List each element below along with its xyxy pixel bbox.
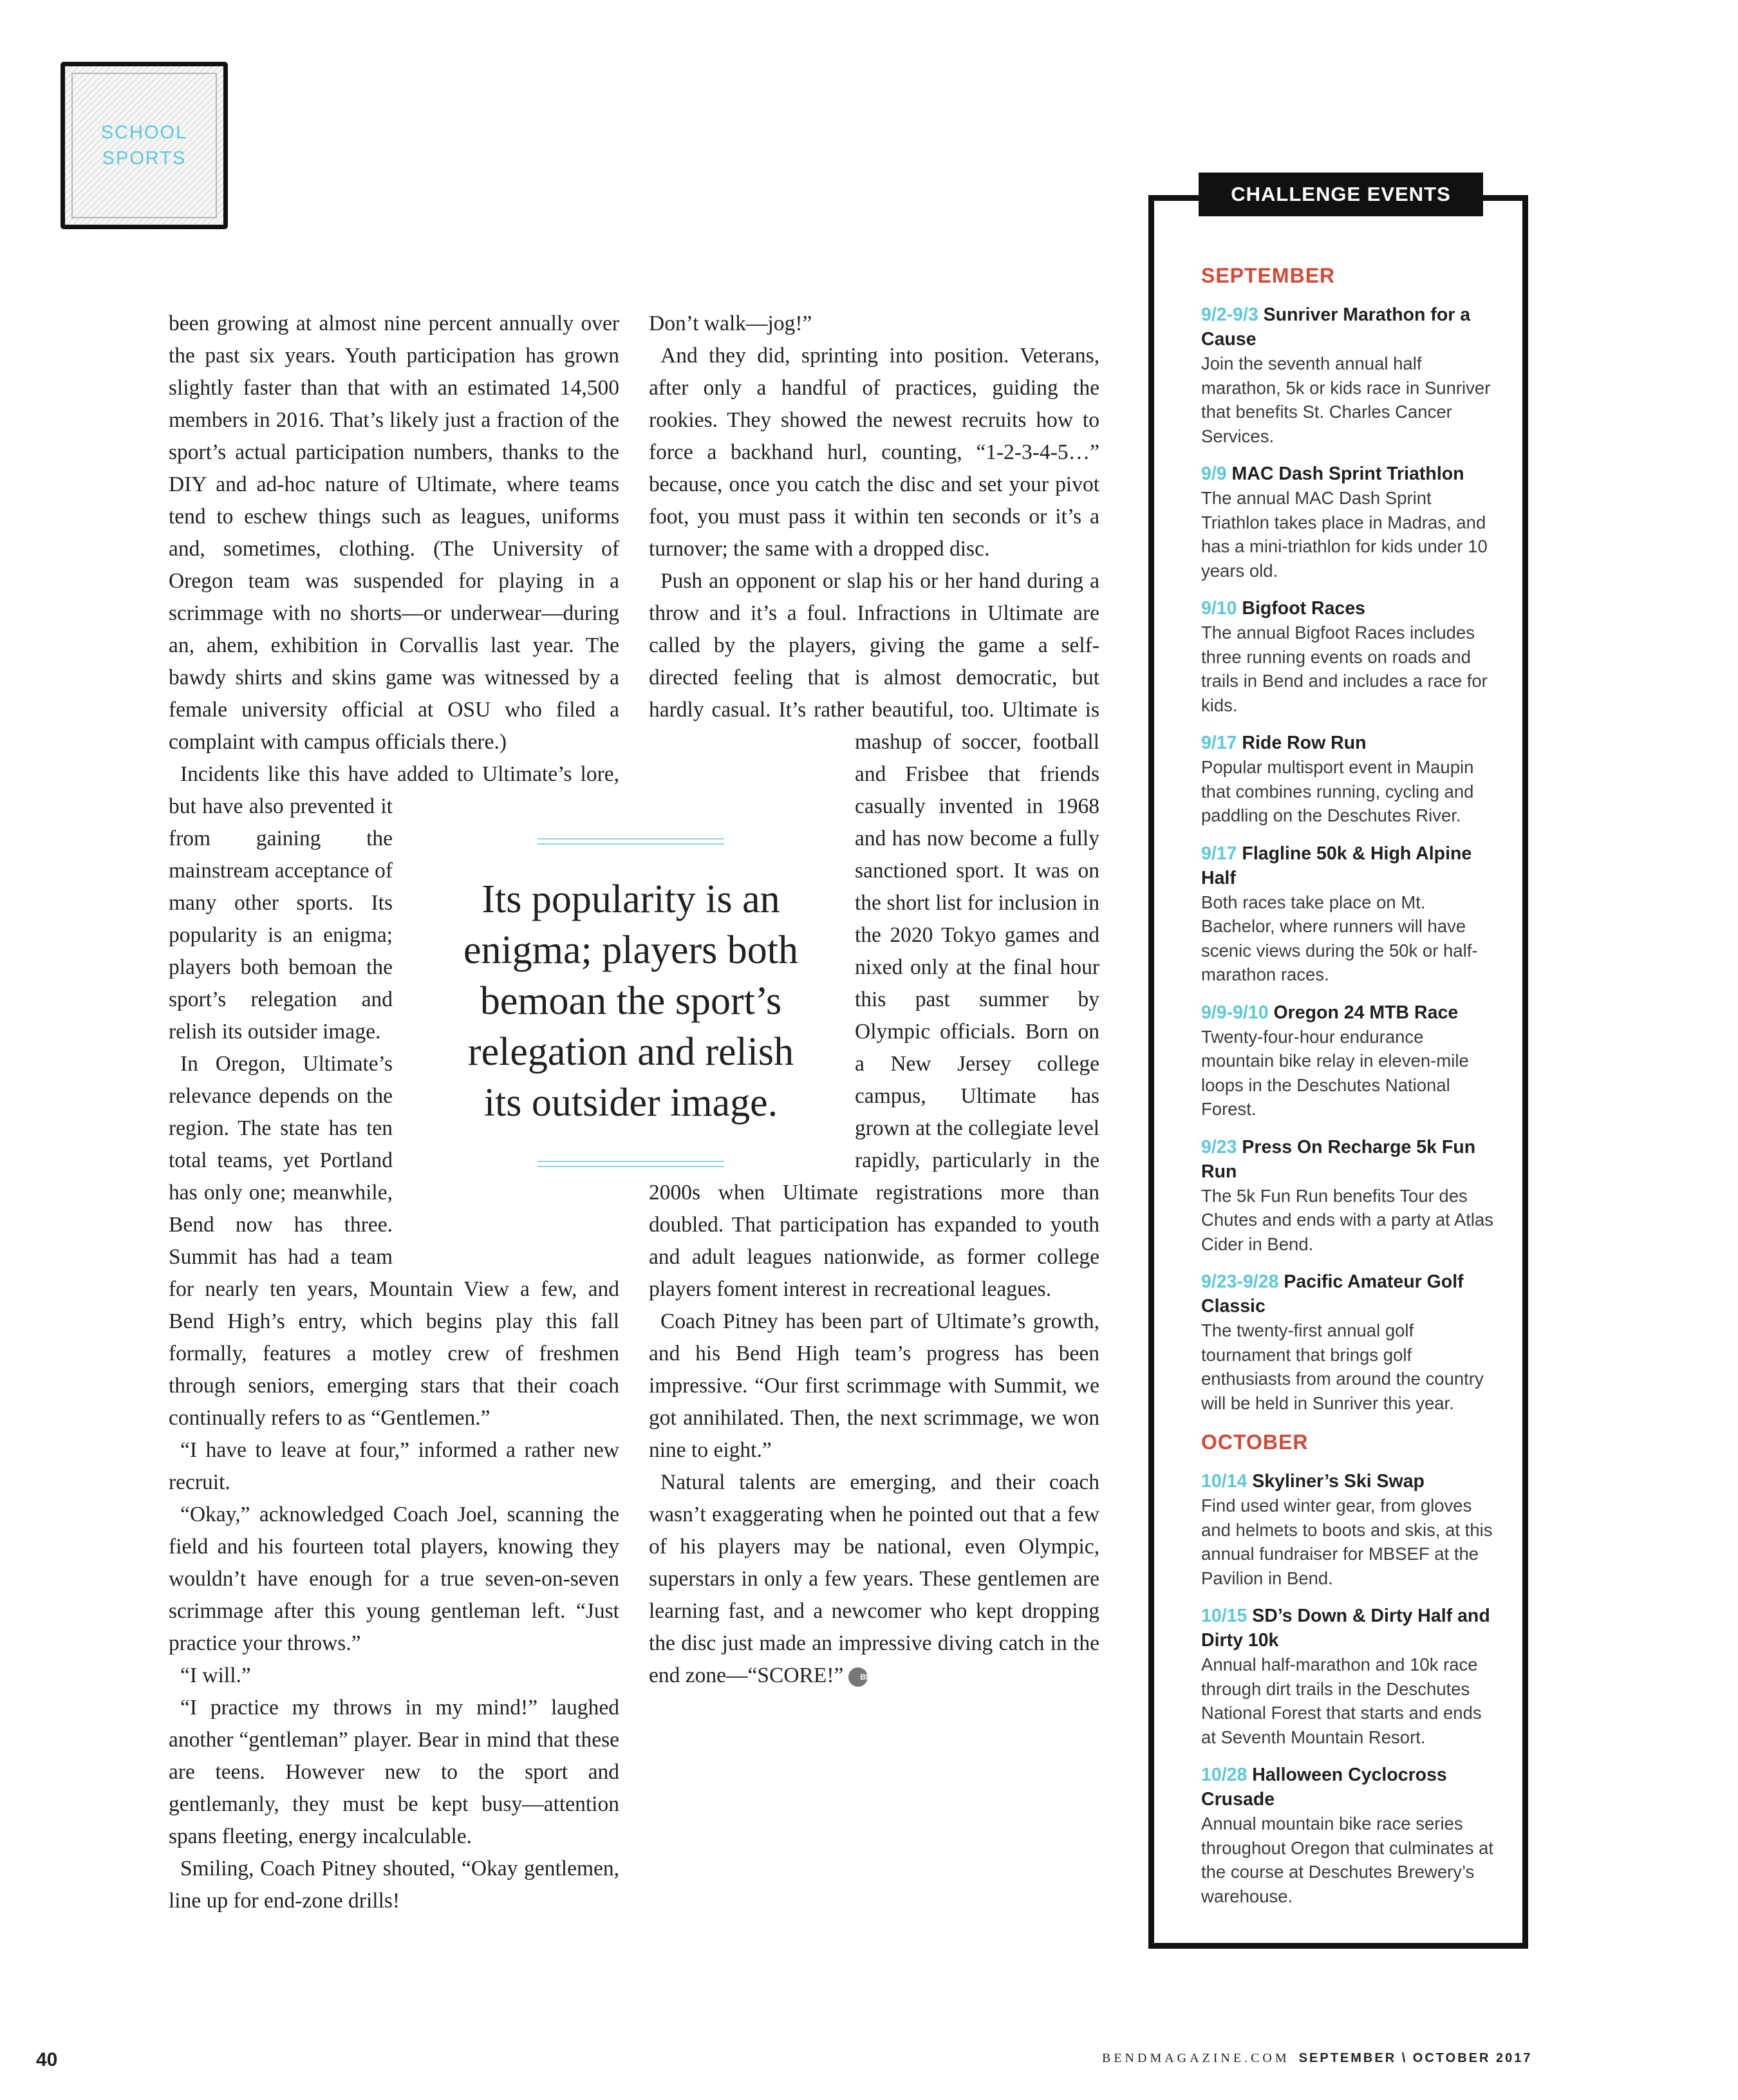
section-badge [61, 62, 228, 229]
article-paragraph: Incidents like this have added to Ultimate’s lore, but have also prevented it from gaining the mainstream acceptance of many other sports. Its popularity is an enigma; players both bemoan the sport’s relegation and relish its outsider image. [169, 762, 619, 1044]
event-title: Bigfoot Races [1242, 598, 1366, 619]
event-item [1201, 1000, 1497, 1121]
article-paragraph: Don’t walk—jog!” [649, 312, 812, 335]
pull-quote [444, 838, 818, 1186]
event-description: The annual Bigfoot Races includes three running events on roads and trails in Bend and includes a race for kids. [1201, 623, 1488, 715]
event-date: 10/15 [1201, 1606, 1247, 1626]
article-paragraph: “I will.” [180, 1664, 251, 1687]
end-mark-icon: BM [848, 1667, 868, 1687]
month-heading-october: OCTOBER [1201, 1430, 1309, 1454]
event-item [1201, 1270, 1497, 1415]
event-date: 9/10 [1201, 598, 1237, 619]
event-title: SD’s Down & Dirty Half and Dirty 10k [1201, 1606, 1490, 1651]
event-title: Press On Recharge 5k Fun Run [1201, 1136, 1476, 1182]
event-description: The annual MAC Dash Sprint Triathlon takes place in Madras, and has a mini-triathlon for kids under 10 years old. [1201, 488, 1488, 581]
event-date: 10/14 [1201, 1471, 1247, 1492]
article-paragraph: And they did, sprinting into position. Veterans, after only a handful of practices, guiding the rookies. They showed the newest recruits how to force a backhand hurl, counting, “1-2-3-4-5…” because, once you catch the disc and set your pivot foot, you must pass it within ten seconds or it’s a turnover; the same with a dropped disc. [649, 344, 1099, 561]
pull-quote-top-rule [537, 838, 724, 845]
event-item [1201, 596, 1497, 717]
event-date: 9/2-9/3 [1201, 305, 1258, 325]
event-description: Annual half-marathon and 10k race through dirt trails in the Deschutes National Forest that starts and ends at Seventh Mountain Resort. [1201, 1655, 1482, 1747]
website-link[interactable]: BENDMAGAZINE.COM [1102, 2051, 1290, 2065]
event-date: 9/23-9/28 [1201, 1271, 1279, 1292]
event-title: Ride Row Run [1242, 733, 1367, 753]
section-badge-frame [71, 73, 217, 218]
article-paragraph: “I practice my throws in my mind!” laughed another “gentleman” player. Bear in mind that these are teens. However new to the sport and gentlemanly, they must be kept busy—attention spans fleeting, energy incalculable. [169, 1696, 619, 1848]
article-paragraph [649, 1467, 1099, 1692]
event-title: MAC Dash Sprint Triathlon [1231, 464, 1464, 484]
folio [1102, 2051, 1533, 2066]
event-title: Skyliner’s Ski Swap [1252, 1471, 1425, 1492]
article-paragraph: been growing at almost nine percent annually over the past six years. Youth participation has grown slightly faster than that with an estimated 14,500 members in 2016. That’s likely just a fraction of the sport’s actual participation numbers, thanks to the DIY and ad-hoc nature of Ultimate, where teams tend to eschew things such as leagues, uniforms and, sometimes, clothing. (The University of Oregon team was suspended for playing in a scrimmage with no shorts—or underwear—during an, ahem, exhibition in Corvallis last year. The bawdy shirts and skins game was witnessed by a female university official at OSU who filed a complaint with campus officials there.) [169, 312, 619, 754]
event-item [1201, 1135, 1497, 1257]
event-description: Both races take place on Mt. Bachelor, where runners will have scenic views during the 50k or half-marathon races. [1201, 892, 1478, 984]
event-description: Annual mountain bike race series throughout Oregon that culminates at the course at Deschutes Brewery’s warehouse. [1201, 1814, 1494, 1906]
event-item [1201, 303, 1497, 448]
event-item [1201, 731, 1497, 828]
article-paragraph: Smiling, Coach Pitney shouted, “Okay gentlemen, line up for end-zone drills! [169, 1857, 619, 1913]
event-date: 9/9 [1201, 464, 1227, 484]
article-paragraph: Push an opponent or slap his or her hand during a throw and it’s a foul. Infractions in Ultimate are called by the players, giving the game a self-directed feeling that is almost democratic, but hardly casual. It’s rather beautiful, too. Ultimate is mashup of soccer, football and Frisbee that friends casually invented in 1968 and has now become a fully sanctioned sport. It was on the short list for inclusion in the 2020 Tokyo games and nixed only at the final hour this past summer by Olympic officials. Born on a New Jersey college campus, Ultimate has grown at the collegiate level rapidly, particularly in the 2000s when Ultimate registrations more than doubled. That participation has expanded to youth and adult leagues nationwide, as former college players foment interest in recreational leagues. [649, 569, 1099, 1301]
event-item [1201, 1604, 1497, 1749]
event-title: Flagline 50k & High Alpine Half [1201, 843, 1472, 888]
pull-quote-text: Its popularity is an enigma; players both bemoan the sport’s relegation and relish its outsider image. [463, 877, 798, 1125]
challenge-events-title: CHALLENGE EVENTS [1199, 173, 1483, 216]
event-date: 9/9-9/10 [1201, 1002, 1269, 1023]
event-description: Twenty-four-hour endurance mountain bike relay in eleven-mile loops in the Deschutes National Forest. [1201, 1026, 1469, 1119]
event-description: The 5k Fun Run benefits Tour des Chutes and ends with a party at Atlas Cider in Bend. [1201, 1185, 1494, 1254]
article-paragraph: “I have to leave at four,” informed a rather new recruit. [169, 1438, 619, 1494]
page-number: 40 [36, 2049, 58, 2070]
event-item [1201, 462, 1497, 583]
event-date: 9/17 [1201, 843, 1237, 864]
article-paragraph: In Oregon, Ultimate’s relevance depends on the region. The state has ten total teams, yet Portland has only one; meanwhile, Bend now has three. Summit has had a team for nearly ten years, Mountain View a few, and Bend High’s entry, which begins play this fall formally, features a motley crew of freshmen through seniors, emerging stars that their coach continually refers to as “Gentlemen.” [169, 1052, 619, 1430]
issue-date: SEPTEMBER \ OCTOBER 2017 [1298, 2051, 1533, 2065]
article-paragraph: “Okay,” acknowledged Coach Joel, scanning the field and his fourteen total players, knowing they wouldn’t have enough for a true seven-on-seven scrimmage after this young gentleman left. “Just practice your throws.” [169, 1503, 619, 1655]
event-title: Pacific Amateur Golf Classic [1201, 1271, 1464, 1317]
challenge-events-list [1201, 263, 1497, 1922]
event-item [1201, 841, 1497, 987]
event-title: Sunriver Marathon for a Cause [1201, 305, 1471, 350]
event-date: 10/28 [1201, 1765, 1247, 1785]
event-description: Find used winter gear, from gloves and helmets to boots and skis, at this annual fundraiser for MBSEF at the Pavilion in Bend. [1201, 1495, 1493, 1588]
event-description: Join the seventh annual half marathon, 5k or kids race in Sunriver that benefits St. Charles Cancer Services. [1201, 353, 1491, 446]
event-description: The twenty-first annual golf tournament that brings golf enthusiasts from around the country will be held in Sunriver this year. [1201, 1320, 1484, 1413]
event-title: Oregon 24 MTB Race [1273, 1002, 1459, 1023]
pull-quote-bottom-rule [537, 1161, 724, 1167]
event-item [1201, 1763, 1497, 1908]
article-paragraph: Coach Pitney has been part of Ultimate’s growth, and his Bend High team’s progress has been impressive. “Our first scrimmage with Summit, we got annihilated. Then, the next scrimmage, we won nine to eight.” [649, 1309, 1099, 1462]
event-title: Halloween Cyclocross Crusade [1201, 1765, 1447, 1810]
event-date: 9/23 [1201, 1136, 1237, 1158]
section-badge-label: SCHOOL SPORTS [100, 122, 188, 169]
event-date: 9/17 [1201, 733, 1237, 753]
event-description: Popular multisport event in Maupin that combines running, cycling and paddling on the Deschutes River. [1201, 757, 1474, 825]
event-item [1201, 1469, 1497, 1590]
article-closing-text: Natural talents are emerging, and their coach wasn’t exaggerating when he pointed out that a few of his players may be national, even Olympic, superstars in only a few years. These gentlemen are learning fast, and a newcomer who kept dropping the disc just made an impressive diving catch in the end zone—“SCORE!” [649, 1470, 1099, 1687]
month-heading-september: SEPTEMBER [1201, 264, 1336, 287]
